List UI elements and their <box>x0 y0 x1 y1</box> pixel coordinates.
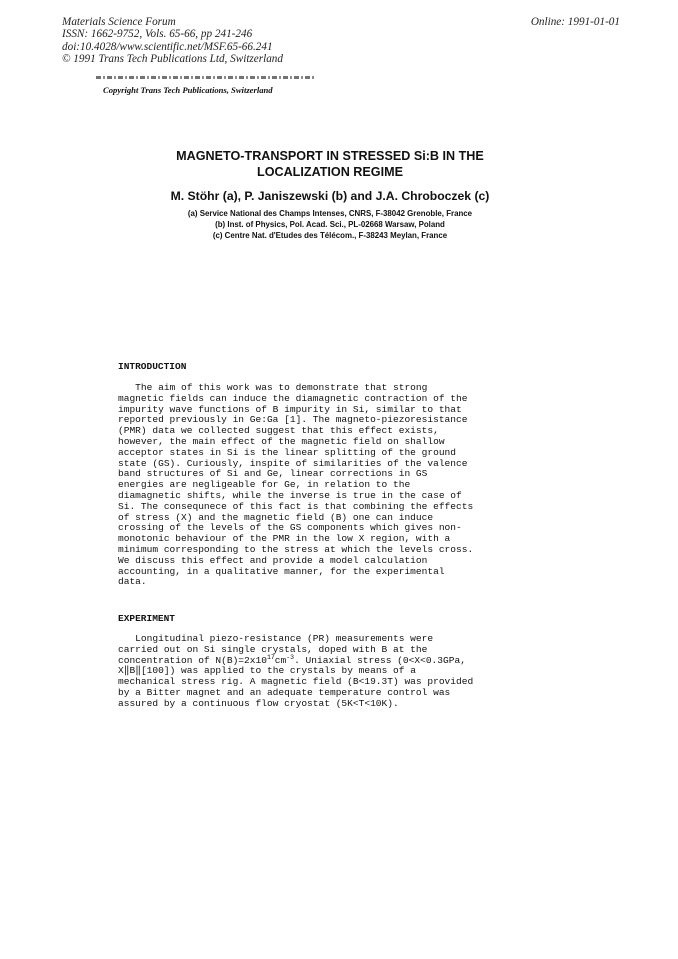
text-line: Si. The consequnece of this fact is that combining the effects <box>118 500 474 512</box>
stress-text: . Uniaxial stress (0<X<0.3GPa, <box>294 654 466 666</box>
exponent-17: 17 <box>266 653 275 661</box>
introduction-heading: INTRODUCTION <box>118 361 187 372</box>
issn-line: ISSN: 1662-9752, Vols. 65-66, pp 241-246 <box>62 28 253 41</box>
text-line: crossing of the levels of the GS components which gives non- <box>118 522 462 534</box>
publisher-line: © 1991 Trans Tech Publications Ltd, Switzerland <box>62 53 283 66</box>
paper-title <box>150 148 510 180</box>
experiment-text <box>118 634 473 710</box>
text-line: Longitudinal piezo-resistance (PR) measurements were <box>118 633 434 644</box>
affiliation-a: (a) Service National des Champs Intenses, CNRS, F-38042 Grenoble, France <box>187 209 473 218</box>
text-line: acceptor states in Si is the linear splitting of the ground <box>118 446 457 458</box>
exponent-minus-3: -3 <box>286 653 295 661</box>
text-line: accounting, in a qualitative manner, for the experimental <box>118 565 445 577</box>
text-line: energies are negligeable for Ge, in relation to the <box>118 479 411 491</box>
unit-cm: cm <box>274 654 287 666</box>
text-line: of stress (X) and the magnetic field (B) one can induce <box>118 511 434 523</box>
text-line: diamagnetic shifts, while the inverse is true in the case of <box>118 489 462 501</box>
title-line-1: MAGNETO-TRANSPORT IN STRESSED Si:B IN THE <box>176 149 484 163</box>
affiliation-b: (b) Inst. of Physics, Pol. Acad. Sci., PL-02668 Warsaw, Poland <box>215 220 445 230</box>
authors: M. Stöhr (a), P. Janiszewski (b) and J.A. Chroboczek (c) <box>170 189 490 203</box>
affiliations <box>120 208 540 242</box>
text-line: however, the main effect of the magnetic field on shallow <box>118 435 445 447</box>
text-line: The aim of this work was to demonstrate that strong <box>118 382 428 393</box>
text-line: state (GS). Curiously, inspite of similarities of the valence <box>118 457 468 469</box>
text-line: assured by a continuous flow cryostat (5K<T<10K). <box>118 697 399 709</box>
online-date: Online: 1991-01-01 <box>530 16 620 28</box>
text-line: by a Bitter magnet and an adequate temperature control was <box>118 686 451 698</box>
experiment-heading: EXPERIMENT <box>118 613 176 624</box>
concentration-text: concentration of N(B)=2x10 <box>118 654 267 666</box>
text-line: magnetic fields can induce the diamagnetic contraction of the <box>118 392 468 404</box>
text-line: band structures of Si and Ge, linear corrections in GS <box>118 468 428 480</box>
text-line: reported previously in Ge:Ga [1]. The magneto-piezoresistance <box>118 414 468 426</box>
text-line: monotonic behaviour of the PMR in the low X region, with a <box>118 533 451 545</box>
affiliation-c: (c) Centre Nat. d'Etudes des Télécom., F-38243 Meylan, France <box>212 231 448 241</box>
text-line: data. <box>118 576 147 588</box>
text-line: mechanical stress rig. A magnetic field (B<19.3T) was provided <box>118 676 474 688</box>
text-line: minimum corresponding to the stress at which the levels cross. <box>118 543 474 555</box>
text-line: X‖B‖[100]) was applied to the crystals by means of a <box>118 665 416 677</box>
introduction-text <box>118 383 473 588</box>
publication-metadata <box>62 16 283 66</box>
text-line: (PMR) data we collected suggest that this effect exists, <box>118 425 439 437</box>
title-line-2: LOCALIZATION REGIME <box>257 165 403 179</box>
text-line: impurity wave functions of B impurity in Si, similar to that <box>118 403 462 415</box>
text-line: carried out on Si single crystals, doped with B at the <box>118 643 428 655</box>
doi-line: doi:10.4028/www.scientific.net/MSF.65-66.241 <box>62 40 273 53</box>
text-line: We discuss this effect and provide a model calculation <box>118 554 428 566</box>
journal-name: Materials Science Forum <box>62 16 176 28</box>
scan-artifact <box>96 76 314 79</box>
copyright-line: Copyright Trans Tech Publications, Switzerland <box>103 85 273 95</box>
